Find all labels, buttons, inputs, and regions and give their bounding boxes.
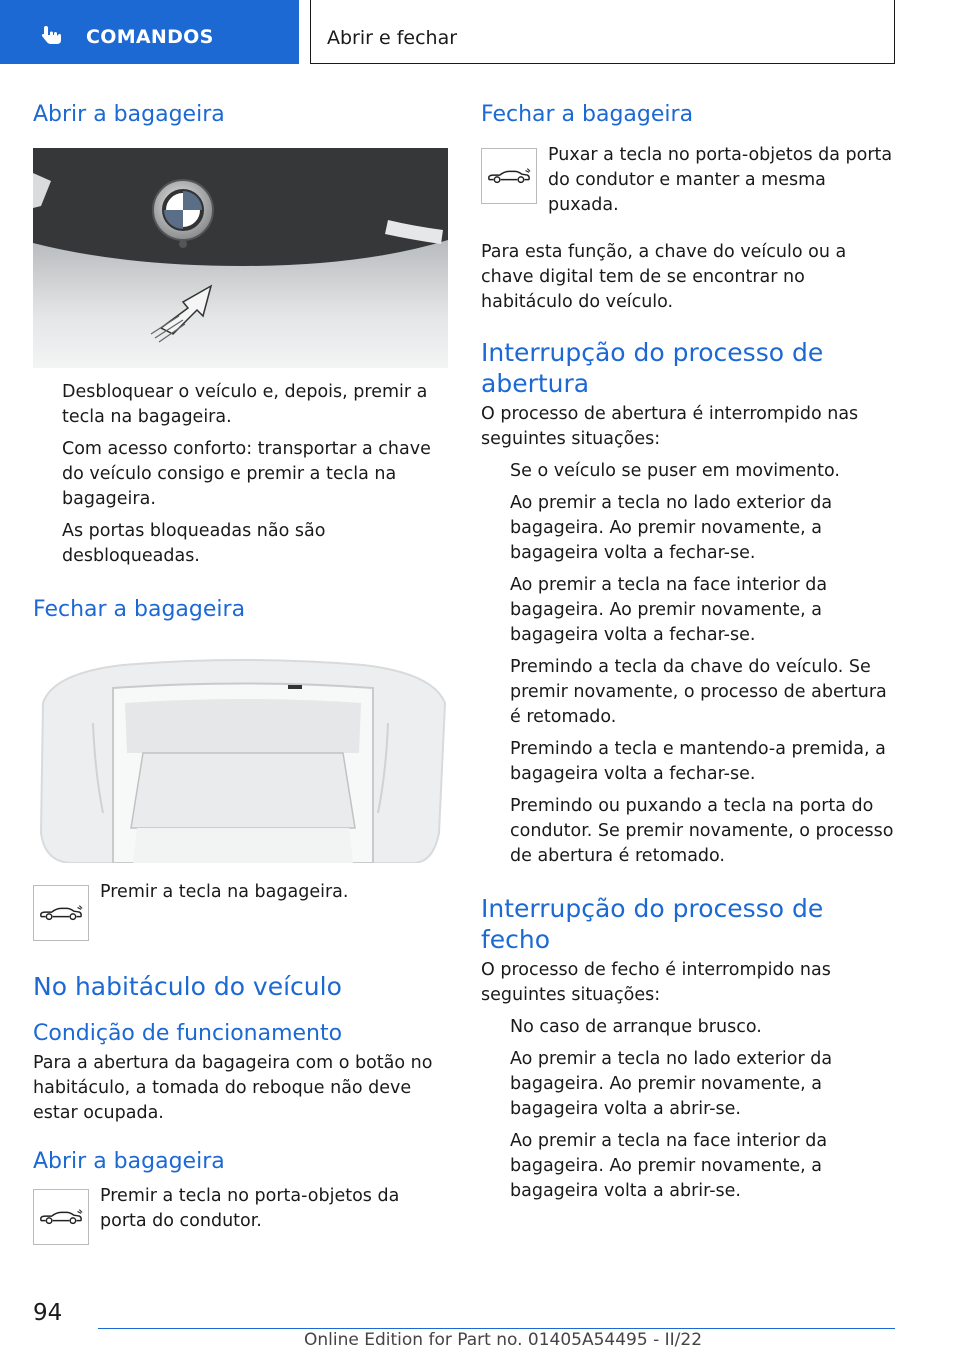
close-trunk-instruction [33, 882, 448, 941]
list-item: Se o veículo se puser em movimento. [481, 459, 896, 484]
page-header [0, 0, 960, 66]
trunk-button-photo [33, 148, 448, 368]
list-note: Premindo a tecla e mantendo-a premida, a bagageira volta a fechar-se. [510, 739, 886, 784]
chapter-tab [0, 0, 299, 64]
page-number: 94 [33, 1300, 63, 1326]
list-item: Com acesso conforto: transportar a chave do veículo consigo e premir a tecla na bagageira. As portas bloqueadas não são desbloqueadas. [33, 437, 448, 569]
heading-open-trunk: Abrir a bagageira [33, 102, 225, 127]
open-trunk-interior-instruction [33, 1186, 448, 1245]
close-trunk-interior-instruction [481, 145, 896, 218]
heading-open-trunk-interior: Abrir a bagageira [33, 1149, 225, 1174]
section-box [310, 0, 895, 64]
list-item: Premindo a tecla da chave do veículo. Se premir novamente, o processo de abertura é retomado. Premindo a tecla e mantendo-a premida, a bagageira volta a fechar-se. [481, 655, 896, 787]
car-trunk-icon [33, 1189, 89, 1245]
car-trunk-icon [33, 885, 89, 941]
list-item: No caso de arranque brusco. [481, 1015, 896, 1040]
heading-close-trunk-interior: Fechar a bagageira [481, 102, 694, 127]
chapter-title: COMANDOS [86, 26, 214, 48]
list-item: Desbloquear o veículo e, depois, premir a tecla na bagageira. [33, 380, 448, 430]
heading-interrupt-opening: Interrupção do processo de abertura [481, 338, 824, 398]
footer-divider [98, 1328, 895, 1329]
list-note: As portas bloqueadas não são desbloqueadas. [62, 521, 326, 566]
trunk-interior-photo [33, 643, 448, 863]
list-item: Ao premir a tecla na face interior da bagageira. Ao premir novamente, a bagageira volta a abrir-se. [481, 1129, 896, 1204]
edition-text: Online Edition for Part no. 01405A54495 - II/22 [304, 1330, 703, 1350]
list-item: Premindo ou puxando a tecla na porta do condutor. Se premir novamente, o processo de abertura é retomado. [481, 794, 896, 869]
list-item: Ao premir a tecla na face interior da bagageira. Ao premir novamente, a bagageira volta a fechar-se. [481, 573, 896, 648]
key-note-text: Para esta função, a chave do veículo ou a chave digital tem de se encontrar no habitáculo do veículo. [481, 242, 847, 312]
list-item: Ao premir a tecla no lado exterior da bagageira. Ao premir novamente, a bagageira volta a abrir-se. [481, 1047, 896, 1122]
hand-pointer-icon [40, 24, 66, 46]
condition-text: Para a abertura da bagageira com o botão no habitáculo, a tomada do reboque não deve estar ocupada. [33, 1053, 433, 1123]
instruction-text: Premir a tecla no porta-objetos da porta do condutor. [100, 1186, 400, 1231]
list-item: Ao premir a tecla no lado exterior da bagageira. Ao premir novamente, a bagageira volta a fechar-se. [481, 491, 896, 566]
interrupt-open-intro: O processo de abertura é interrompido nas seguintes situações: [481, 404, 859, 449]
heading-interior: No habitáculo do veículo [33, 972, 342, 1001]
interrupt-close-intro: O processo de fecho é interrompido nas seguintes situações: [481, 960, 831, 1005]
heading-interrupt-closing: Interrupção do processo de fecho [481, 894, 824, 954]
instruction-text: Premir a tecla na bagageira. [100, 882, 349, 902]
car-trunk-icon [481, 148, 537, 204]
left-column [33, 100, 448, 1245]
heading-close-trunk: Fechar a bagageira [33, 597, 246, 622]
heading-condition: Condição de funcionamento [33, 1021, 343, 1046]
instruction-text: Puxar a tecla no porta-objetos da porta do condutor e manter a mesma puxada. [548, 145, 893, 215]
right-column [481, 100, 896, 1204]
section-title: Abrir e fechar [327, 27, 458, 49]
